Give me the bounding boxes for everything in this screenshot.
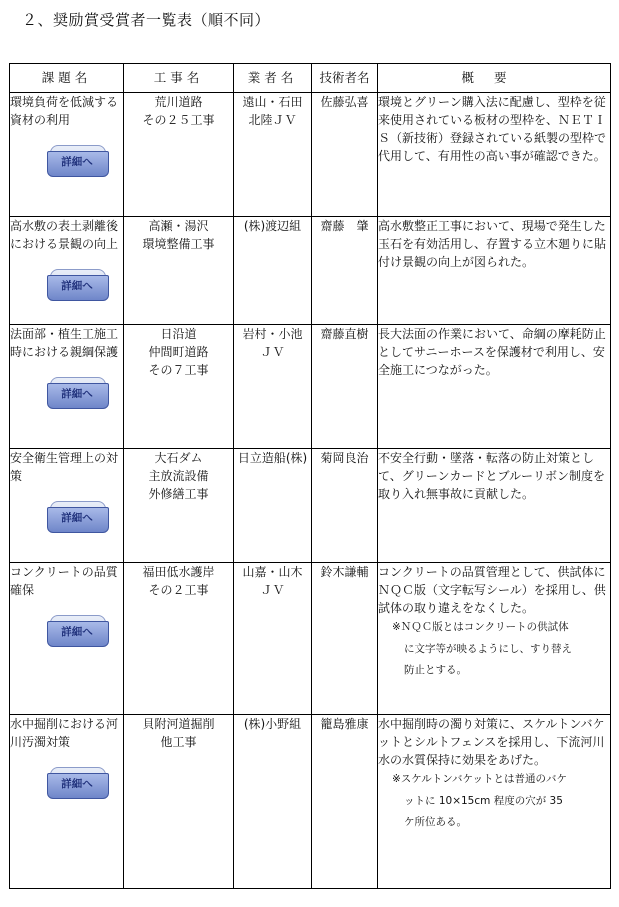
- cell-koji: [124, 217, 234, 325]
- detail-label: 詳細へ: [61, 626, 93, 638]
- cell-gaiyo: [378, 217, 611, 325]
- koji-line: その７工事: [148, 363, 209, 377]
- gyosha-line: (株)小野組: [243, 717, 302, 731]
- header-row: [10, 64, 611, 93]
- kadai-text: コンクリートの品質確保: [10, 565, 118, 597]
- gaiyo-note: [392, 769, 610, 834]
- cell-koji: [124, 449, 234, 563]
- cell-koji: [124, 715, 234, 889]
- gaiyo-note: [392, 617, 610, 682]
- gyosha-line: ＪＶ: [260, 583, 285, 597]
- cell-gyosha: [234, 217, 312, 325]
- cell-gijutsusha: [312, 449, 378, 563]
- gyosha-line: 遠山・石田: [242, 95, 303, 109]
- gaiyo-text: 水中掘削時の濁り対策に、スケルトンバケットとシルトフェンスを採用し、下流河川水の水質保持に効果をあげた。: [378, 717, 605, 767]
- koji-line: 福田低水護岸: [142, 565, 215, 579]
- gijutsusha-text: 鈴木謙輔: [320, 565, 369, 579]
- header-gijutsusha: 技術者名: [312, 64, 378, 93]
- cell-gijutsusha: [312, 715, 378, 889]
- cell-gaiyo: [378, 563, 611, 715]
- award-table: [9, 63, 611, 889]
- gyosha-line: 日立造船(株): [237, 451, 308, 465]
- detail-button[interactable]: [47, 611, 109, 649]
- gaiyo-text: コンクリートの品質管理として、供試体にＮＱＣ版（文字転写シール）を採用し、供試体の取り違えをなくした。: [378, 565, 606, 615]
- detail-button[interactable]: [47, 763, 109, 801]
- gaiyo-text: 環境とグリーン購入法に配慮し、型枠を従来使用されている板材の型枠を、ＮＥＴＩＳ（新技術）登録されている紙製の型枠で代用して、有用性の高い事が確認できた。: [378, 95, 607, 163]
- gyosha-line: 岩村・小池: [242, 327, 303, 341]
- cell-gijutsusha: [312, 563, 378, 715]
- koji-line: 仲間町道路: [148, 345, 209, 359]
- detail-label: 詳細へ: [61, 388, 93, 400]
- cell-gyosha: [234, 93, 312, 217]
- cell-gyosha: [234, 563, 312, 715]
- note-line: ※ＮＱＣ版とはコンクリートの供試体: [392, 621, 569, 633]
- koji-line: 環境整備工事: [142, 237, 215, 251]
- note-line: ットに 10×15cm 程度の穴が 35: [404, 794, 563, 807]
- cell-gyosha: [234, 715, 312, 889]
- cell-koji: [124, 325, 234, 449]
- detail-label: 詳細へ: [61, 512, 93, 524]
- cell-kadai: [10, 563, 124, 715]
- cell-koji: [124, 93, 234, 217]
- cell-kadai: [10, 715, 124, 889]
- koji-line: 外修繕工事: [148, 487, 209, 501]
- page-title: ２、奨励賞受賞者一覧表（順不同）: [22, 11, 271, 29]
- gaiyo-text: 不安全行動・墜落・転落の防止対策として、グリーンカードとブルーリボン制度を取り入れ無事故に貢献した。: [378, 451, 606, 501]
- table-row: [10, 715, 611, 889]
- cell-gaiyo: [378, 325, 611, 449]
- book-icon: [47, 373, 107, 409]
- cell-gaiyo: [378, 93, 611, 217]
- detail-button[interactable]: [47, 373, 109, 411]
- detail-button[interactable]: [47, 141, 109, 179]
- kadai-text: 法面部・植生工施工時における親綱保護: [10, 327, 119, 359]
- koji-line: その２工事: [148, 583, 209, 597]
- book-icon: [47, 497, 107, 533]
- koji-line: 荒川道路: [154, 95, 203, 109]
- gyosha-line: (株)渡辺組: [243, 219, 302, 233]
- table-row: [10, 217, 611, 325]
- koji-line: 主放流設備: [148, 469, 209, 483]
- cell-gijutsusha: [312, 217, 378, 325]
- gyosha-line: 山嘉・山木: [242, 565, 303, 579]
- koji-line: その２５工事: [142, 113, 215, 127]
- detail-button[interactable]: [47, 265, 109, 303]
- cell-gijutsusha: [312, 325, 378, 449]
- gijutsusha-text: 佐藤弘喜: [320, 95, 369, 109]
- gaiyo-text: 高水敷整正工事において、現場で発生した玉石を有効活用し、存置する立木廻りに貼付け景観の向上が図られた。: [378, 219, 607, 269]
- gijutsusha-text: 齋藤 肇: [320, 219, 369, 233]
- cell-gijutsusha: [312, 93, 378, 217]
- gijutsusha-text: 菊岡良治: [320, 451, 369, 465]
- book-icon: [47, 611, 107, 647]
- cell-gyosha: [234, 325, 312, 449]
- header-gyosha: 業者名: [234, 64, 312, 93]
- header-kadai: 課題名: [10, 64, 124, 93]
- note-line: 防止とする。: [404, 664, 467, 676]
- gaiyo-text: 長大法面の作業において、命綱の摩耗防止としてサニーホースを保護材で利用し、安全施工につながった。: [378, 327, 606, 377]
- detail-label: 詳細へ: [61, 156, 93, 168]
- gyosha-line: 北陸ＪＶ: [248, 113, 297, 127]
- table-row: [10, 325, 611, 449]
- koji-line: 日沿道: [160, 327, 197, 341]
- koji-line: 大石ダム: [154, 451, 203, 465]
- cell-gyosha: [234, 449, 312, 563]
- cell-kadai: [10, 325, 124, 449]
- cell-gaiyo: [378, 449, 611, 563]
- kadai-text: 高水敷の表土剥離後における景観の向上: [10, 219, 119, 251]
- koji-line: 高瀬・湯沢: [148, 219, 209, 233]
- koji-line: 貝附河道掘削: [142, 717, 215, 731]
- note-line: ケ所位ある。: [404, 816, 467, 828]
- cell-kadai: [10, 449, 124, 563]
- header-gaiyo: 概要: [378, 64, 611, 93]
- note-line: ※スケルトンバケットとは普通のバケ: [392, 773, 568, 785]
- cell-koji: [124, 563, 234, 715]
- koji-line: 他工事: [160, 735, 197, 749]
- table-row: [10, 93, 611, 217]
- kadai-text: 水中掘削における河川汚濁対策: [10, 717, 119, 749]
- table-row: [10, 449, 611, 563]
- detail-button[interactable]: [47, 497, 109, 535]
- cell-kadai: [10, 93, 124, 217]
- cell-kadai: [10, 217, 124, 325]
- header-koji: 工事名: [124, 64, 234, 93]
- book-icon: [47, 141, 107, 177]
- detail-label: 詳細へ: [61, 280, 93, 292]
- detail-label: 詳細へ: [61, 778, 93, 790]
- gijutsusha-text: 齋藤直樹: [320, 327, 369, 341]
- book-icon: [47, 265, 107, 301]
- gyosha-line: ＪＶ: [260, 345, 285, 359]
- book-icon: [47, 763, 107, 799]
- note-line: に文字等が映るようにし、すり替え: [404, 642, 572, 655]
- gijutsusha-text: 籠島雅康: [320, 717, 369, 731]
- table-row: [10, 563, 611, 715]
- kadai-text: 環境負荷を低減する資材の利用: [10, 95, 119, 127]
- kadai-text: 安全衛生管理上の対策: [10, 451, 119, 483]
- cell-gaiyo: [378, 715, 611, 889]
